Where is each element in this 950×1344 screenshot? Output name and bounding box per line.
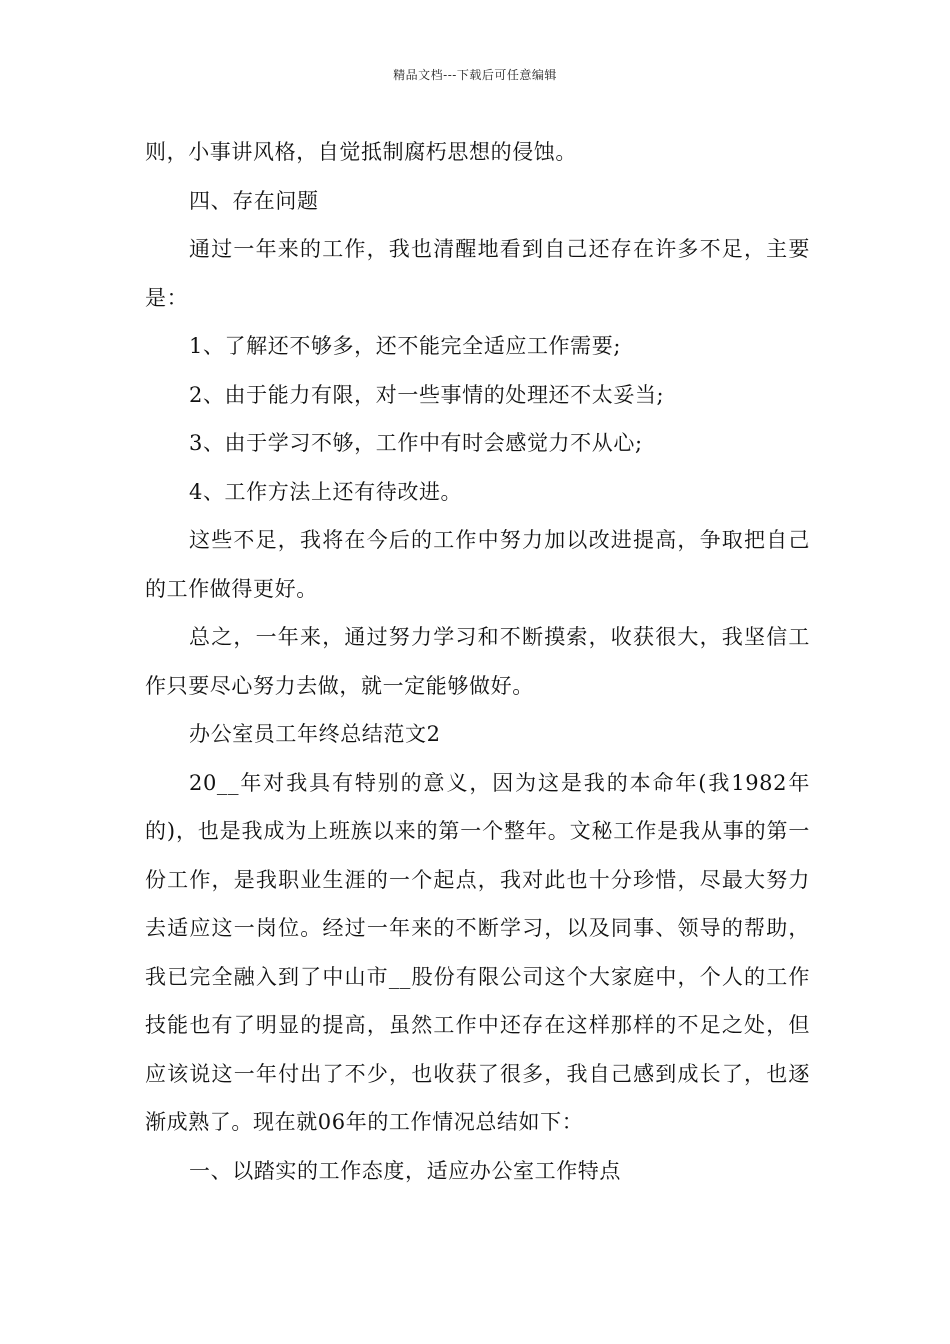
document-body	[145, 128, 810, 1195]
section-title-sample-2: 办公室员工年终总结范文2	[189, 722, 441, 746]
page-header: 精品文档---下载后可任意编辑	[393, 68, 557, 82]
list-item-3: 3、由于学习不够，工作中有时会感觉力不从心;	[189, 431, 643, 455]
section-heading-work-attitude: 一、以踏实的工作态度，适应办公室工作特点	[189, 1158, 621, 1183]
list-item-4: 4、工作方法上还有待改进。	[189, 479, 463, 504]
paragraph-conclusion: 总之，一年来，通过努力学习和不断摸索，收获很大，我坚信工作只要尽心努力去做，就一定能够做好。	[145, 625, 810, 698]
paragraph-year-summary: 20__年对我具有特别的意义，因为这是我的本命年(我1982年的)，也是我成为上班族以来的第一个整年。文秘工作是我从事的第一份工作，是我职业生涯的一个起点，我对此也十分珍惜，尽最大努力去适应这一岗位。经过一年来的不断学习，以及同事、领导的帮助，我已完全融入到了中山市__股份有限公司这个大家庭中，个人的工作技能也有了明显的提高，虽然工作中还存在这样那样的不足之处，但应该说这一年付出了不少，也收获了很多，我自己感到成长了，也逐渐成熟了。现在就06年的工作情况总结如下：	[145, 770, 810, 1134]
paragraph-improvement: 这些不足，我将在今后的工作中努力加以改进提高，争取把自己的工作做得更好。	[145, 528, 810, 601]
section-heading-problems: 四、存在问题	[189, 188, 319, 213]
list-item-2: 2、由于能力有限，对一些事情的处理还不太妥当;	[189, 382, 665, 407]
paragraph-intro-problems: 通过一年来的工作，我也清醒地看到自己还存在许多不足，主要是：	[145, 237, 810, 310]
list-item-1: 1、了解还不够多，还不能完全适应工作需要;	[189, 334, 622, 358]
paragraph-continuation: 则，小事讲风格，自觉抵制腐朽思想的侵蚀。	[145, 140, 577, 164]
